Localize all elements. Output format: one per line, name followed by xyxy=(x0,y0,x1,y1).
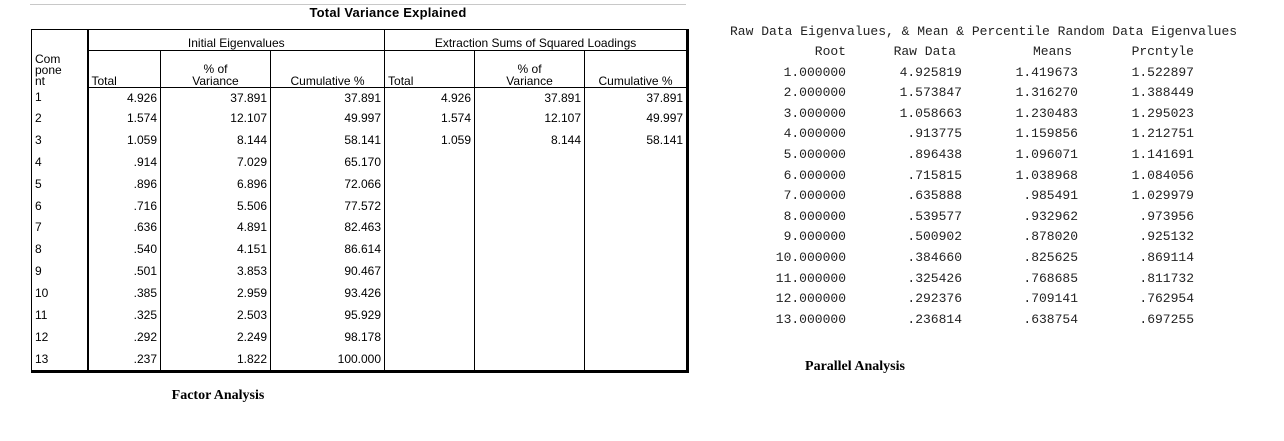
root-cell: 10.000000 xyxy=(775,249,846,265)
means-cell: .878020 xyxy=(1023,229,1078,245)
raw-data-cell: 1.058663 xyxy=(899,105,962,121)
percentile-cell: .762954 xyxy=(1139,291,1194,307)
extraction-header: Extraction Sums of Squared Loadings xyxy=(385,30,688,51)
extraction-total-cell xyxy=(385,260,475,282)
table-row xyxy=(32,260,688,282)
initial-cumulative-cell: 90.467 xyxy=(271,260,385,282)
extraction-cumulative-cell xyxy=(585,195,688,217)
factor-analysis-caption: Factor Analysis xyxy=(171,388,265,403)
percentile-cell: 1.388449 xyxy=(1131,85,1194,101)
extraction-total-cell xyxy=(385,238,475,260)
initial-total-cell: .385 xyxy=(88,282,161,304)
extraction-total-header: Total xyxy=(385,51,475,88)
root-cell: 3.000000 xyxy=(783,105,846,121)
component-cell: 2 xyxy=(35,110,42,125)
extraction-pct-variance-cell xyxy=(475,348,585,371)
extraction-total-cell: 1.574 xyxy=(385,107,475,129)
initial-total-header: Total xyxy=(88,51,161,88)
initial-pct-variance-cell: 2.959 xyxy=(161,282,271,304)
raw-data-cell: .384660 xyxy=(907,249,962,265)
extraction-cumulative-cell: 49.997 xyxy=(585,107,688,129)
root-cell: 4.000000 xyxy=(783,126,846,142)
initial-cumulative-cell: 100.000 xyxy=(271,348,385,371)
raw-data-cell: .236814 xyxy=(907,311,962,327)
initial-cumulative-cell: 58.141 xyxy=(271,129,385,151)
means-cell: 1.316270 xyxy=(1015,85,1078,101)
percentile-cell: 1.522897 xyxy=(1131,64,1194,80)
component-cell: 12 xyxy=(35,329,49,344)
extraction-cumulative-cell xyxy=(585,348,688,371)
extraction-pct-variance-cell: 8.144 xyxy=(475,129,585,151)
extraction-total-cell: 4.926 xyxy=(385,88,475,108)
initial-pct-variance-cell: 6.896 xyxy=(161,173,271,195)
root-cell: 11.000000 xyxy=(775,270,846,286)
component-cell: 1 xyxy=(35,90,42,105)
extraction-cumulative-cell xyxy=(585,260,688,282)
table-row xyxy=(32,88,688,108)
raw-data-cell: 4.925819 xyxy=(899,64,962,80)
table-body xyxy=(32,88,688,372)
raw-data-cell: .325426 xyxy=(907,270,962,286)
means-cell: 1.096071 xyxy=(1015,146,1078,162)
root-cell: 2.000000 xyxy=(783,85,846,101)
table-row xyxy=(32,238,688,260)
initial-cumulative-cell: 37.891 xyxy=(271,88,385,108)
percentile-cell: 1.212751 xyxy=(1131,126,1194,142)
means-cell: .985491 xyxy=(1023,188,1078,204)
root-cell: 13.000000 xyxy=(775,311,846,327)
parallel-analysis-panel xyxy=(700,0,1284,441)
percentile-cell: .697255 xyxy=(1139,311,1194,327)
extraction-pct-variance-cell xyxy=(475,304,585,326)
initial-pct-variance-cell: 37.891 xyxy=(161,88,271,108)
extraction-cumulative-cell xyxy=(585,326,688,348)
initial-total-cell: .501 xyxy=(88,260,161,282)
table-row xyxy=(32,151,688,173)
parallel-header: Raw Data Eigenvalues, & Mean & Percentile Random Data Eigenvalues xyxy=(730,24,1238,39)
component-cell: 3 xyxy=(35,132,42,147)
initial-cumulative-cell: 65.170 xyxy=(271,151,385,173)
extraction-total-cell xyxy=(385,282,475,304)
component-cell: 10 xyxy=(35,286,49,301)
initial-pct-variance-cell: 7.029 xyxy=(161,151,271,173)
root-cell: 1.000000 xyxy=(783,64,846,80)
raw-data-cell: .500902 xyxy=(907,229,962,245)
extraction-cumulative-cell xyxy=(585,282,688,304)
initial-pct-variance-cell: 3.853 xyxy=(161,260,271,282)
means-cell: .638754 xyxy=(1023,311,1078,327)
raw-data-cell: .539577 xyxy=(907,208,962,224)
means-cell: .932962 xyxy=(1023,208,1078,224)
table-row xyxy=(32,304,688,326)
extraction-pct-variance-cell xyxy=(475,173,585,195)
means-cell: 1.038968 xyxy=(1015,167,1078,183)
extraction-cumulative-cell: 58.141 xyxy=(585,129,688,151)
component-cell: 9 xyxy=(35,264,42,279)
component-cell: 11 xyxy=(35,307,48,322)
component-cell: 5 xyxy=(35,176,42,191)
initial-pct-variance-cell: 8.144 xyxy=(161,129,271,151)
root-cell: 12.000000 xyxy=(775,291,846,307)
initial-cumulative-cell: 77.572 xyxy=(271,195,385,217)
raw-data-cell: .292376 xyxy=(907,291,962,307)
initial-total-cell: .292 xyxy=(88,326,161,348)
means-cell: .709141 xyxy=(1023,291,1078,307)
extraction-total-cell xyxy=(385,304,475,326)
extraction-pct-variance-cell xyxy=(475,195,585,217)
means-cell: .825625 xyxy=(1023,249,1078,265)
initial-total-cell: .636 xyxy=(88,216,161,238)
extraction-pct-variance-cell xyxy=(475,326,585,348)
initial-total-cell: 1.574 xyxy=(88,107,161,129)
root-cell: 9.000000 xyxy=(783,229,846,245)
raw-data-cell: .896438 xyxy=(907,146,962,162)
extraction-total-cell xyxy=(385,195,475,217)
percentile-cell: .973956 xyxy=(1139,208,1194,224)
initial-total-cell: .716 xyxy=(88,195,161,217)
extraction-cumulative-cell xyxy=(585,238,688,260)
initial-pct-variance-cell: 2.249 xyxy=(161,326,271,348)
initial-pct-variance-cell: 4.151 xyxy=(161,238,271,260)
root-cell: 7.000000 xyxy=(783,188,846,204)
percentile-header: Prcntyle xyxy=(1131,44,1194,59)
extraction-cumulative-cell xyxy=(585,151,688,173)
extraction-pct-variance-cell xyxy=(475,238,585,260)
extraction-total-cell xyxy=(385,348,475,371)
initial-pct-variance-cell: 1.822 xyxy=(161,348,271,371)
initial-pct-variance-cell: 12.107 xyxy=(161,107,271,129)
initial-cumulative-cell: 82.463 xyxy=(271,216,385,238)
percentile-cell: 1.295023 xyxy=(1131,105,1194,121)
component-cell: 8 xyxy=(35,242,42,257)
table-row xyxy=(32,348,688,371)
initial-total-cell: 1.059 xyxy=(88,129,161,151)
extraction-cumulative-cell: 37.891 xyxy=(585,88,688,108)
total-variance-table xyxy=(31,29,689,373)
table-row xyxy=(32,107,688,129)
extraction-cumulative-cell xyxy=(585,216,688,238)
initial-total-cell: .325 xyxy=(88,304,161,326)
table-row xyxy=(32,129,688,151)
means-header: Means xyxy=(1032,44,1072,59)
component-cell: 4 xyxy=(35,154,42,169)
raw-data-cell: .635888 xyxy=(907,188,962,204)
raw-data-header: Raw Data xyxy=(893,44,956,59)
extraction-pct-variance-cell xyxy=(475,151,585,173)
raw-data-cell: .913775 xyxy=(907,126,962,142)
extraction-cumulative-header: Cumulative % xyxy=(585,51,688,88)
extraction-pct-variance-cell xyxy=(475,282,585,304)
extraction-total-cell xyxy=(385,173,475,195)
extraction-pct-variance-cell xyxy=(475,260,585,282)
extraction-total-cell xyxy=(385,151,475,173)
parallel-analysis-caption: Parallel Analysis xyxy=(805,359,905,374)
table-row xyxy=(32,282,688,304)
root-cell: 5.000000 xyxy=(783,146,846,162)
initial-pct-variance-cell: 4.891 xyxy=(161,216,271,238)
means-cell: 1.159856 xyxy=(1015,126,1078,142)
component-cell: 13 xyxy=(35,351,49,366)
root-header: Root xyxy=(814,44,846,59)
component-cell: 7 xyxy=(35,220,42,235)
initial-cumulative-cell: 72.066 xyxy=(271,173,385,195)
extraction-pct-variance-cell: 37.891 xyxy=(475,88,585,108)
table-row xyxy=(32,195,688,217)
extraction-total-cell: 1.059 xyxy=(385,129,475,151)
root-cell: 6.000000 xyxy=(783,167,846,183)
extraction-total-cell xyxy=(385,326,475,348)
percentile-cell: .811732 xyxy=(1139,270,1194,286)
initial-total-cell: 4.926 xyxy=(88,88,161,108)
component-header: Com pone nt xyxy=(35,51,62,88)
initial-cumulative-cell: 98.178 xyxy=(271,326,385,348)
initial-pct-header: % of Variance xyxy=(161,51,271,88)
initial-cumulative-cell: 49.997 xyxy=(271,107,385,129)
extraction-pct-header: % of Variance xyxy=(475,51,585,88)
raw-data-cell: 1.573847 xyxy=(899,85,962,101)
initial-total-cell: .237 xyxy=(88,348,161,371)
raw-data-cell: .715815 xyxy=(907,167,962,183)
root-cell: 8.000000 xyxy=(783,208,846,224)
percentile-cell: 1.084056 xyxy=(1131,167,1194,183)
initial-cumulative-cell: 95.929 xyxy=(271,304,385,326)
table-row xyxy=(32,216,688,238)
table-title: Total Variance Explained xyxy=(309,5,467,20)
extraction-cumulative-cell xyxy=(585,173,688,195)
initial-cumulative-header: Cumulative % xyxy=(271,51,385,88)
component-cell: 6 xyxy=(35,198,42,213)
extraction-cumulative-cell xyxy=(585,304,688,326)
initial-cumulative-cell: 86.614 xyxy=(271,238,385,260)
extraction-pct-variance-cell: 12.107 xyxy=(475,107,585,129)
percentile-cell: .869114 xyxy=(1139,249,1194,265)
initial-total-cell: .914 xyxy=(88,151,161,173)
initial-total-cell: .896 xyxy=(88,173,161,195)
percentile-cell: .925132 xyxy=(1139,229,1194,245)
means-cell: .768685 xyxy=(1023,270,1078,286)
percentile-cell: 1.141691 xyxy=(1131,146,1194,162)
initial-eigenvalues-header: Initial Eigenvalues xyxy=(88,30,385,51)
initial-cumulative-cell: 93.426 xyxy=(271,282,385,304)
table-row xyxy=(32,173,688,195)
initial-total-cell: .540 xyxy=(88,238,161,260)
initial-pct-variance-cell: 5.506 xyxy=(161,195,271,217)
extraction-total-cell xyxy=(385,216,475,238)
percentile-cell: 1.029979 xyxy=(1131,188,1194,204)
means-cell: 1.419673 xyxy=(1015,64,1078,80)
table-row xyxy=(32,326,688,348)
initial-pct-variance-cell: 2.503 xyxy=(161,304,271,326)
extraction-pct-variance-cell xyxy=(475,216,585,238)
means-cell: 1.230483 xyxy=(1015,105,1078,121)
